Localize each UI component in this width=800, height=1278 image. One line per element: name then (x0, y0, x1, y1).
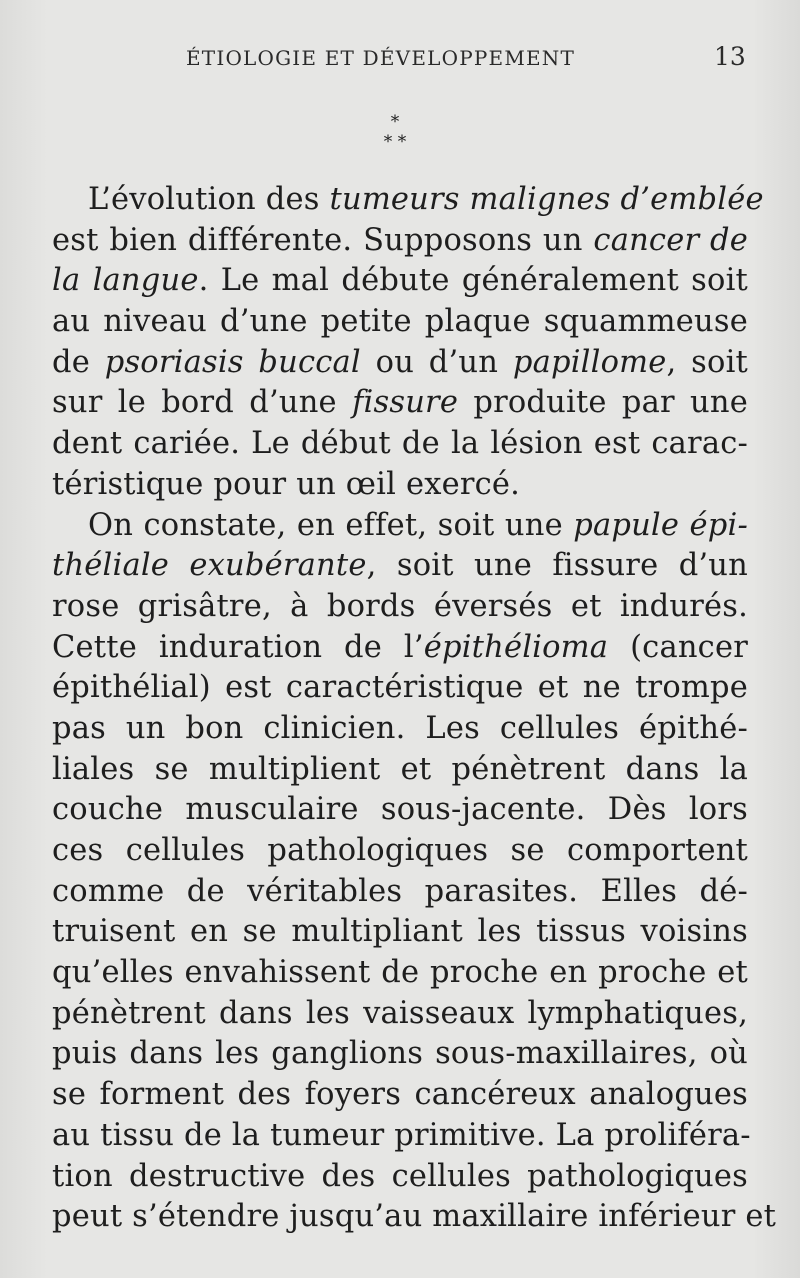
text-segment: , soit (666, 344, 748, 380)
text-segment: de (52, 344, 105, 380)
text-segment: peut s’étendre jusqu’au maxillaire inférieur et (52, 1199, 777, 1235)
body-text (52, 180, 777, 1238)
text-line (52, 546, 748, 587)
text-line (52, 180, 764, 221)
italic-text: papule épi- (573, 507, 748, 543)
asterism-separator (360, 112, 430, 152)
text-line (52, 1075, 748, 1116)
text-line (52, 912, 748, 953)
italic-text: psoriasis buccal (104, 344, 361, 380)
italic-text: tumeurs malignes d’emblée (329, 182, 764, 217)
text-line (52, 424, 748, 465)
text-line (52, 1034, 748, 1075)
text-segment: au niveau d’une petite plaque squammeuse (52, 304, 748, 340)
text-segment: puis dans les ganglions sous-maxillaires, où (52, 1036, 748, 1072)
text-line (52, 953, 748, 994)
text-line (52, 628, 748, 669)
text-line (52, 709, 748, 750)
text-line (52, 587, 748, 628)
text-line (52, 872, 748, 913)
text-segment: téristique pour un œil exercé. (52, 466, 521, 502)
italic-text: épithélioma (423, 629, 609, 665)
text-segment: est bien différente. Supposons un (52, 222, 594, 258)
text-segment: liales se multiplient et pénètrent dans la (52, 751, 748, 787)
text-segment: ces cellules pathologiques se comportent (52, 833, 748, 868)
text-segment: L’évolution des (88, 182, 330, 217)
text-segment: comme de véritables parasites. Elles dé- (52, 873, 748, 909)
text-segment: . Le mal débute généralement soit (198, 263, 748, 299)
text-line (52, 343, 748, 384)
text-line (52, 668, 748, 709)
text-segment: On constate, en effet, soit une (88, 507, 574, 543)
text-line (52, 465, 748, 506)
text-line (52, 750, 748, 791)
text-segment: ou d’un (360, 344, 513, 380)
italic-text: fissure (352, 385, 459, 421)
asterism-bottom: * * (383, 132, 407, 152)
text-segment: se forment des foyers cancéreux analogues (52, 1077, 748, 1113)
page-number: 13 (714, 42, 746, 71)
text-segment: au tissu de la tumeur primitive. La proliféra- (52, 1117, 751, 1153)
text-line (52, 506, 748, 547)
italic-text: théliale exubérante (52, 548, 367, 584)
text-line (52, 1116, 751, 1157)
text-segment: tion destructive des cellules pathologiques (52, 1158, 748, 1194)
text-line (52, 221, 748, 262)
text-segment: pénètrent dans les vaisseaux lymphatiques, (52, 995, 748, 1031)
italic-text: la langue (52, 263, 199, 299)
text-segment: pas un bon clinicien. Les cellules épithé- (52, 710, 748, 746)
text-line (52, 994, 748, 1035)
text-line (52, 790, 748, 831)
text-segment: sur le bord d’une (52, 385, 353, 421)
text-segment: dent cariée. Le début de la lésion est carac- (52, 426, 748, 462)
text-segment: couche musculaire sous-jacente. Dès lors (52, 792, 748, 828)
text-segment: Cette induration de l’ (52, 629, 424, 665)
text-line (52, 1157, 748, 1198)
italic-text: cancer de (593, 222, 748, 258)
text-segment: truisent en se multipliant les tissus voisins (52, 914, 748, 950)
text-segment: produite par une (458, 385, 748, 421)
text-segment: qu’elles envahissent de proche en proche et (52, 955, 748, 991)
text-line (52, 302, 748, 343)
text-segment: épithélial) est caractéristique et ne trompe (52, 670, 748, 706)
text-segment: , soit une fissure d’un (366, 548, 748, 584)
text-segment: (cancer (608, 629, 748, 665)
text-line (52, 261, 748, 302)
asterism-top: * (390, 112, 400, 132)
italic-text: papillome (512, 344, 667, 380)
running-title: ÉTIOLOGIE ET DÉVELOPPEMENT (186, 46, 576, 70)
text-segment: rose grisâtre, à bords éversés et indurés. (52, 588, 748, 624)
text-line (52, 383, 748, 424)
text-line (52, 831, 748, 872)
text-line (52, 1197, 777, 1238)
